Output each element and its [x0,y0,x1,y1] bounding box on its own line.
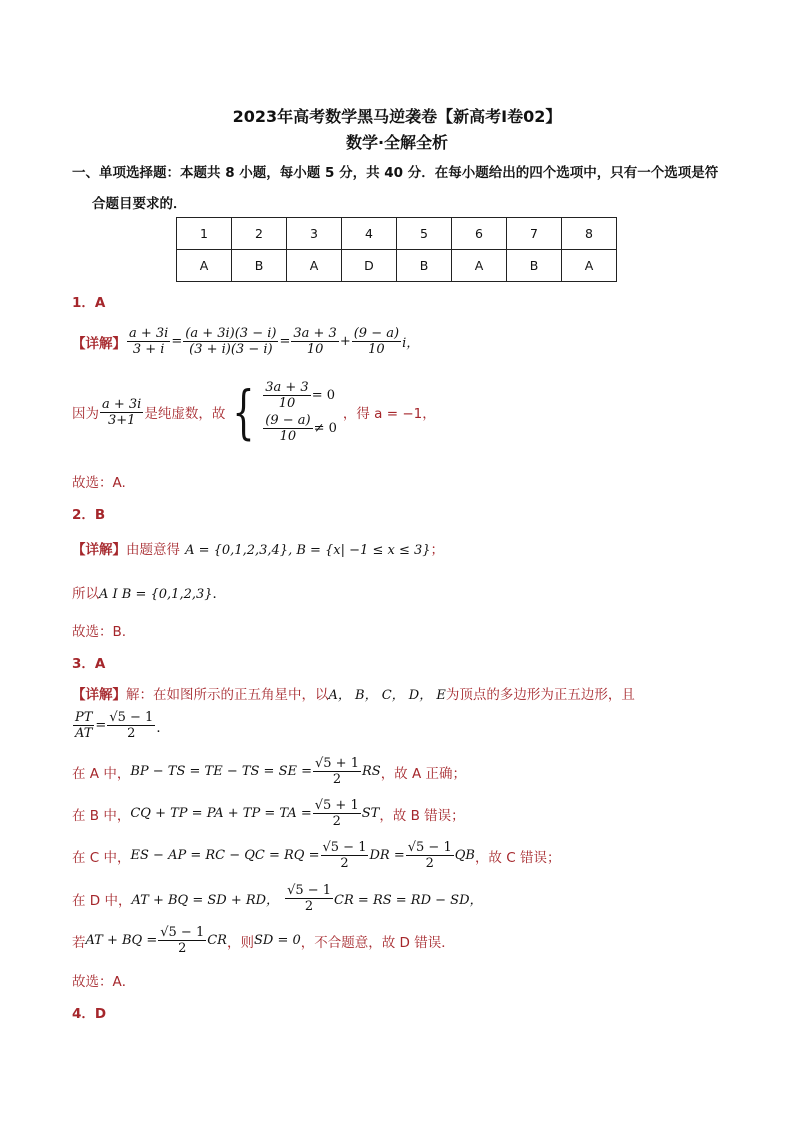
q1-detail-line: 【详解】 $\frac{a + 3i}{3 + i}$ = $\frac{(a + 3i)(3 - i)}{(3 + i)(3 - i)}$ = $\frac{3a + 3}{10}$ + $\frac{(9 - a)}{10}$ i， [72,326,420,357]
fraction: $\frac{√5 + 1}{2}$ [315,756,359,787]
answer-cell: D [342,250,397,282]
question-number-cell: 4 [342,218,397,250]
section-heading-line1: 一、单项选择题：本题共 8 小题，每小题 5 分，共 40 分．在每小题给出的四个选项中，只有一个选项是符 [72,165,719,181]
detail-tag: 【详解】 [72,335,126,352]
fraction: $\frac{a + 3i}{3 + i}$ [129,326,169,357]
q2-detail-line: 【详解】由题意得 A = {0,1,2,3,4}, B = {x| −1 ≤ x ≤ 3}； [72,542,445,558]
fraction: $\frac{3a + 3}{10}$ [293,326,337,357]
equation-system: $\frac{3a + 3}{10}$ = 0 $\frac{(9 - a)}{10}$ ≠ 0 [265,380,337,444]
answer-table-number-row [177,218,617,250]
q1-because-line: 因为 $\frac{a + 3i}{3+1}$ 是纯虚数，故 { $\frac{3a + 3}{10}$ = 0 $\frac{(9 - a)}{10}$ ≠ 0 ，得 a = −1， [72,378,436,446]
fraction: $\frac{√5 - 1}{2}$ [322,840,367,871]
fraction: $\frac{√5 + 1}{2}$ [314,798,359,829]
left-brace-icon: { [232,378,255,446]
q2-result-line: 所以A I B = {0,1,2,3}． [72,586,227,602]
answer-cell: B [507,250,562,282]
fraction: $\frac{√5 - 1}{2}$ [160,925,205,956]
q3-option-c-line: 在 C 中， ES − AP = RC − QC = RQ = $\frac{√5 - 1}{2}$ DR = $\frac{√5 - 1}{2}$ QB ，故 C 错误； [72,840,561,871]
question-number-cell: 3 [287,218,342,250]
q3-conclusion-line: 若 AT + BQ = $\frac{√5 - 1}{2}$ CR ，则 SD = 0 ，不合题意，故 D 错误． [72,925,455,956]
detail-tag: 【详解】 [72,542,126,558]
q3-option-d-line: 在 D 中， AT + BQ = SD + RD， $\frac{√5 - 1}{2}$ CR = RS = RD − SD， [72,883,483,914]
answer-cell: A [562,250,617,282]
fraction: $\frac{(a + 3i)(3 - i)}{(3 + i)(3 - i)}$ [185,326,277,357]
q2-label: 2．B [72,507,106,523]
section-heading-line2: 合题目要求的． [92,196,187,212]
question-number-cell: 6 [452,218,507,250]
q3-label: 3．A [72,656,106,672]
answer-cell: A [287,250,342,282]
answer-cell: B [397,250,452,282]
answer-cell: A [177,250,232,282]
page-title: 2023年高考数学黑马逆袭卷【新高考Ⅰ卷02】 [232,107,562,126]
fraction: $\frac{a + 3i}{3+1}$ [102,396,142,428]
detail-tag: 【详解】 [72,687,126,703]
fraction: $\frac{√5 - 1}{2}$ [407,840,452,871]
q2-choose: 故选：B. [72,624,127,640]
fraction: $\frac{√5 - 1}{2}$ [287,883,332,914]
answer-cell: A [452,250,507,282]
question-number-cell: 2 [232,218,287,250]
fraction: $\frac{PT}{AT}$ [75,710,93,741]
question-number-cell: 5 [397,218,452,250]
question-number-cell: 7 [507,218,562,250]
question-number-cell: 8 [562,218,617,250]
answer-table-answer-row [177,250,617,282]
q3-option-a-line: 在 A 中， BP − TS = TE − TS = SE = $\frac{√5 + 1}{2}$ RS ，故 A 正确； [72,756,467,787]
q3-ratio-line: $\frac{PT}{AT}$ = $\frac{√5 - 1}{2}$ ． [75,710,170,741]
question-number-cell: 1 [177,218,232,250]
q3-option-b-line: 在 B 中， CQ + TP = PA + TP = TA = $\frac{√5 + 1}{2}$ ST ，故 B 错误； [72,798,465,829]
answer-table [176,217,617,282]
fraction: $\frac{√5 - 1}{2}$ [109,710,154,741]
q1-choose: 故选：A. [72,475,126,491]
page-subtitle: 数学·全解全析 [345,133,449,152]
answer-cell: B [232,250,287,282]
q3-intro-line: 【详解】解：在如图所示的正五角星中，以A， B， C， D， E为顶点的多边形为正五边形，且 [72,687,635,703]
fraction: $\frac{(9 - a)}{10}$ [353,326,400,357]
q4-label: 4．D [72,1006,107,1022]
q3-choose: 故选：A． [72,974,136,990]
q1-label: 1．A [72,295,106,311]
